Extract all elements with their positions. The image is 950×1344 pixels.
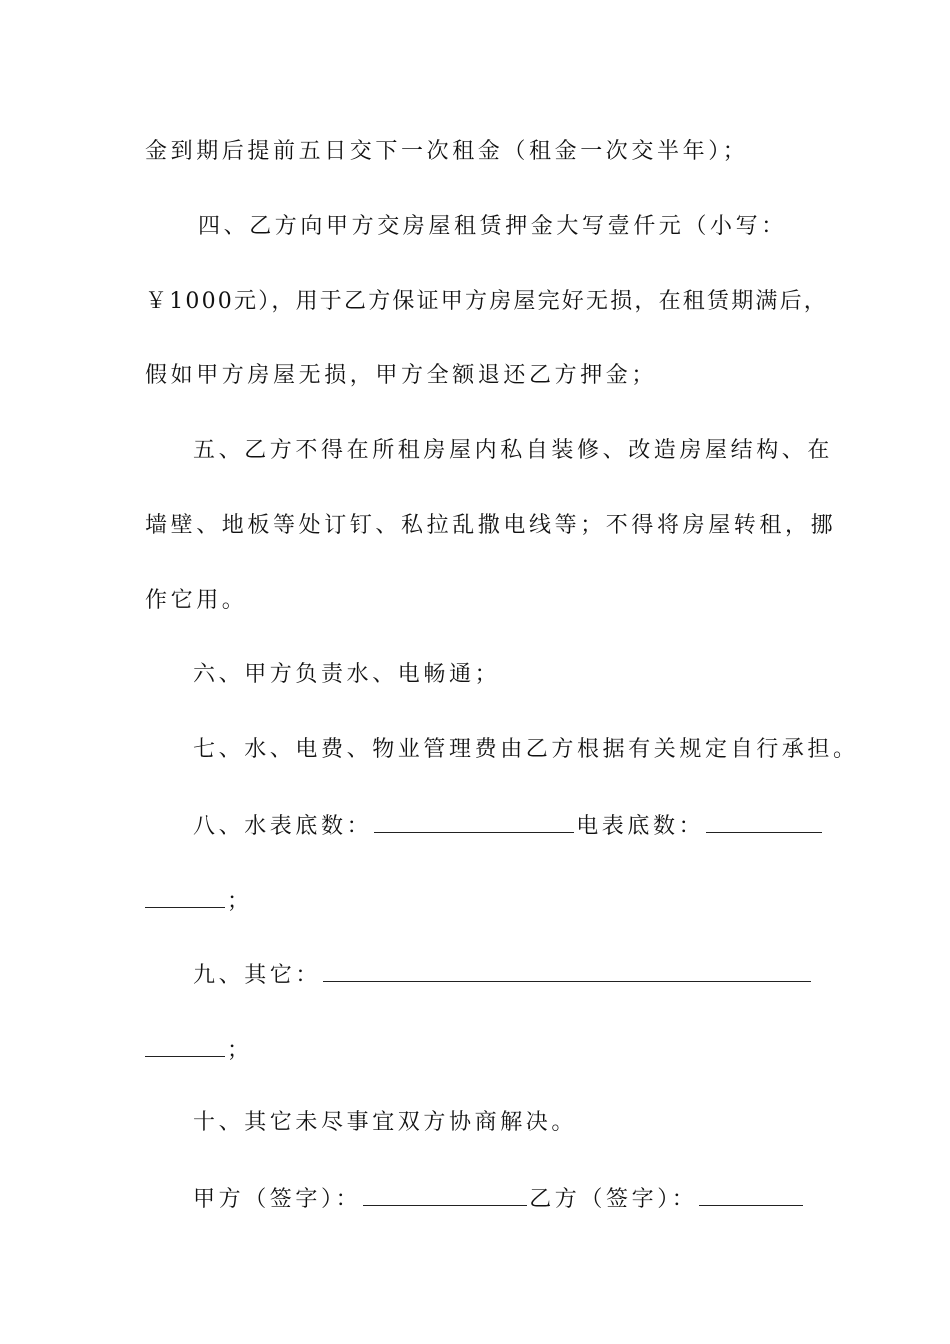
party-b-signature-label: 乙方（签字）： [529,1187,698,1212]
clause-3-continuation: 金到期后提前五日交下一次租金（租金一次交半年）； [145,139,749,164]
clause-8-line-1 [193,810,807,842]
other-terms-label: 九、其它： [193,963,322,988]
other-terms-blank [323,959,811,982]
clause-9-line-1 [193,959,807,991]
electric-meter-blank [706,810,822,833]
party-a-signature-blank [363,1183,527,1206]
clause-9-end-punctuation: ； [227,1038,253,1063]
clause-8-line-2 [145,885,807,917]
clause-4-line-3: 假如甲方房屋无损，甲方全额退还乙方押金； [145,363,658,388]
water-meter-label: 八、水表底数： [193,814,373,839]
clause-5-line-3: 作它用。 [145,588,248,613]
signature-line [193,1183,807,1215]
party-b-signature-blank [699,1183,803,1206]
electric-meter-label: 电表底数： [576,814,705,839]
electric-meter-blank-continued [145,885,225,908]
clause-4-line-1: 四、乙方向甲方交房屋租赁押金大写壹仟元（小写： [198,214,787,239]
clause-5-line-2: 墙壁、地板等处订钉、私拉乱撒电线等；不得将房屋转租，挪 [145,513,837,538]
clause-8-end-punctuation: ； [227,889,253,914]
party-a-signature-label: 甲方（签字）： [193,1187,362,1212]
clause-5-line-1: 五、乙方不得在所租房屋内私自装修、改造房屋结构、在 [193,438,834,463]
clause-7: 七、水、电费、物业管理费由乙方根据有关规定自行承担。 [193,737,859,762]
clause-10: 十、其它未尽事宜双方协商解决。 [193,1110,578,1135]
water-meter-blank [374,810,574,833]
clause-9-line-2 [145,1034,807,1066]
other-terms-blank-continued [145,1034,225,1057]
clause-6: 六、甲方负责水、电畅通； [193,662,501,687]
clause-4-line-2: ￥1000元），用于乙方保证甲方房屋完好无损，在租赁期满后， [145,289,828,314]
